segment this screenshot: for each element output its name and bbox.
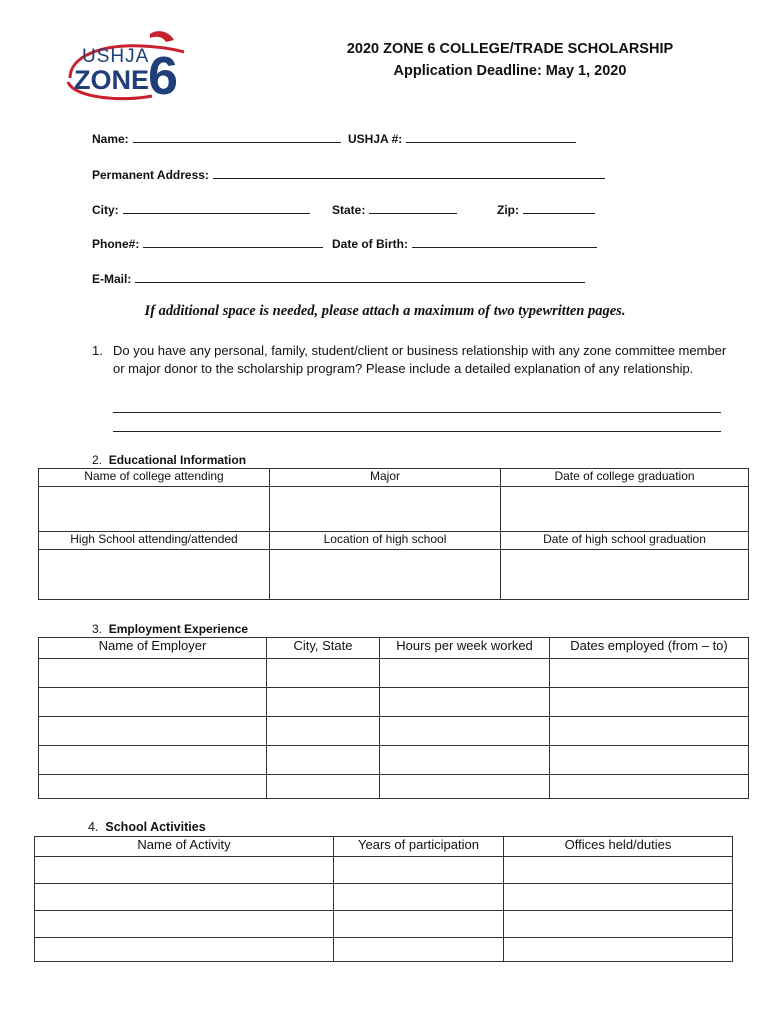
employment-section-title [92,622,248,636]
employment-row [39,775,749,799]
activity-cell[interactable] [504,911,733,938]
activities-section-title [88,820,206,834]
employer-city-state-header: City, State [267,638,380,659]
activities-header-row [35,837,733,857]
ushja-number-label: USHJA #: [348,132,403,146]
page-title: 2020 ZONE 6 COLLEGE/TRADE SCHOLARSHIP [346,41,674,57]
employment-cell[interactable] [39,717,267,746]
city-blank[interactable] [123,201,310,214]
employment-row [39,717,749,746]
employment-title: Employment Experience [108,622,249,636]
activity-cell[interactable] [334,911,504,938]
employment-cell[interactable] [550,775,749,799]
employment-cell[interactable] [550,659,749,688]
employment-cell[interactable] [550,688,749,717]
activity-row [35,911,733,938]
employment-cell[interactable] [380,717,550,746]
education-header-row-2 [39,532,749,550]
activity-row [35,938,733,962]
employment-cell[interactable] [267,659,380,688]
activity-name-header: Name of Activity [35,837,334,857]
answer-line-2[interactable] [113,431,721,432]
employment-cell[interactable] [267,775,380,799]
phone-label: Phone#: [92,237,140,251]
education-number: 2. [92,453,103,467]
education-table [38,468,749,600]
employment-cell[interactable] [39,746,267,775]
activity-cell[interactable] [334,857,504,884]
employment-cell[interactable] [550,717,749,746]
employer-name-header: Name of Employer [39,638,267,659]
logo-number: 6 [148,46,179,102]
activity-cell[interactable] [504,857,733,884]
question-1-text: Do you have any personal, family, student/client or business relationship with any zone committee member or major donor to the scholarship program? Please include a detailed explanation of any relationship. [113,343,727,376]
state-field[interactable] [332,201,457,217]
zip-field[interactable] [497,201,595,217]
address-blank[interactable] [213,166,605,179]
employment-table [38,637,749,799]
employment-cell[interactable] [267,717,380,746]
employment-cell[interactable] [39,775,267,799]
employment-cell[interactable] [380,659,550,688]
city-field[interactable] [92,201,310,217]
activity-cell[interactable] [504,938,733,962]
name-field[interactable] [92,130,341,146]
activity-cell[interactable] [334,938,504,962]
email-label: E-Mail: [92,272,132,286]
college-name-cell[interactable] [39,487,270,532]
employment-row [39,659,749,688]
activity-cell[interactable] [35,938,334,962]
high-school-location-header: Location of high school [270,532,501,550]
employment-cell[interactable] [267,688,380,717]
education-title: Educational Information [108,453,247,467]
activity-row [35,884,733,911]
employment-row [39,688,749,717]
high-school-location-cell[interactable] [270,550,501,600]
city-label: City: [92,203,119,217]
zip-label: Zip: [497,203,519,217]
application-deadline: Application Deadline: May 1, 2020 [393,63,627,79]
state-blank[interactable] [369,201,457,214]
activity-cell[interactable] [35,911,334,938]
activity-cell[interactable] [504,884,733,911]
college-graduation-header: Date of college graduation [501,469,749,487]
employment-cell[interactable] [39,659,267,688]
email-field[interactable] [92,270,585,286]
offices-held-header: Offices held/duties [504,837,733,857]
employment-cell[interactable] [380,775,550,799]
ushja-zone6-logo [62,26,192,102]
hours-per-week-header: Hours per week worked [380,638,550,659]
major-header: Major [270,469,501,487]
ushja-number-field[interactable] [348,130,576,146]
activities-table [34,836,733,962]
name-blank[interactable] [133,130,341,143]
activity-cell[interactable] [35,884,334,911]
logo-bottom-text: ZONE [74,65,150,95]
address-field[interactable] [92,166,605,182]
high-school-cell[interactable] [39,550,270,600]
question-1 [92,342,732,378]
employment-cell[interactable] [550,746,749,775]
employment-cell[interactable] [267,746,380,775]
answer-line-1[interactable] [113,412,721,413]
dob-label: Date of Birth: [332,237,408,251]
logo-top-text: USHJA [82,46,150,67]
employment-cell[interactable] [380,746,550,775]
activity-cell[interactable] [35,857,334,884]
email-blank[interactable] [135,270,585,283]
ushja-number-blank[interactable] [406,130,576,143]
phone-blank[interactable] [143,235,323,248]
dates-employed-header: Dates employed (from – to) [550,638,749,659]
state-label: State: [332,203,366,217]
high-school-graduation-cell[interactable] [501,550,749,600]
phone-field[interactable] [92,235,323,251]
name-label: Name: [92,132,129,146]
address-label: Permanent Address: [92,168,209,182]
dob-field[interactable] [332,235,597,251]
employment-cell[interactable] [39,688,267,717]
years-participation-header: Years of participation [334,837,504,857]
dob-blank[interactable] [412,235,597,248]
education-header-row-1 [39,469,749,487]
employment-number: 3. [92,622,103,636]
employment-row [39,746,749,775]
education-input-row-1 [39,487,749,532]
employment-header-row [39,638,749,659]
college-graduation-cell[interactable] [501,487,749,532]
education-section-title [92,453,246,467]
high-school-graduation-header: Date of high school graduation [501,532,749,550]
major-cell[interactable] [270,487,501,532]
employment-cell[interactable] [380,688,550,717]
header-title-block [300,38,720,82]
activities-number: 4. [88,820,99,834]
education-input-row-2 [39,550,749,600]
zip-blank[interactable] [523,201,595,214]
college-name-header: Name of college attending [39,469,270,487]
activity-cell[interactable] [334,884,504,911]
activities-title: School Activities [105,820,206,834]
attachment-note: If additional space is needed, please attach a maximum of two typewritten pages. [144,303,626,319]
activity-row [35,857,733,884]
question-1-number: 1. [92,343,103,358]
high-school-header: High School attending/attended [39,532,270,550]
